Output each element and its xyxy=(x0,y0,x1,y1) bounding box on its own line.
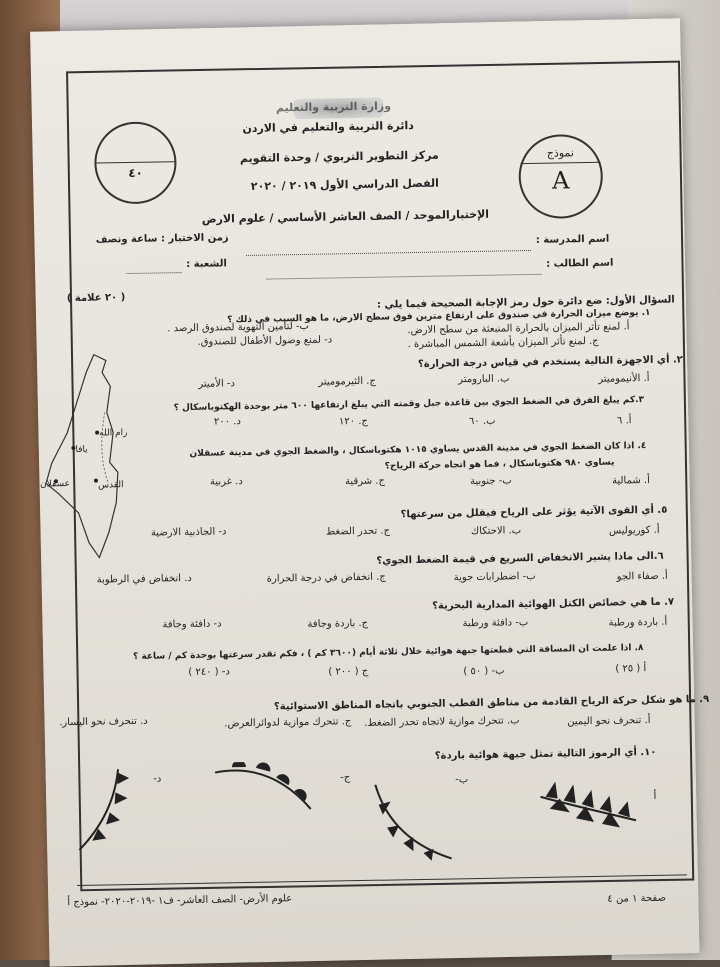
option-c[interactable]: ج. باردة وجافة xyxy=(307,617,369,630)
option-b[interactable]: ب. ٦٠ xyxy=(468,415,496,428)
student-label: اسم الطالب : xyxy=(546,257,614,270)
question-stem: ٧. ما هي خصائص الكتل الهوائية المدارية البحرية؟ xyxy=(432,596,675,612)
map-city-jerusalem: القدس xyxy=(97,480,124,491)
score-circle-divider xyxy=(96,161,174,163)
map-city-jaffa: يافا xyxy=(75,444,88,455)
front-symbol-triangles-d[interactable] xyxy=(73,764,145,855)
exam-time: زمن الاختبار : ساعة ونصف xyxy=(95,232,229,246)
option-a[interactable]: أ. باردة ورطبة xyxy=(608,616,668,629)
footer-title: علوم الأرض- الصف العاشر- ف١ -٢٠١٩-٢٠٢٠- نموذج أ xyxy=(67,893,293,909)
score-circle xyxy=(94,121,177,204)
option-b[interactable]: ب. الاحتكاك xyxy=(470,525,522,538)
option-c[interactable]: ج. انخفاض في درجة الحرارة xyxy=(266,571,386,585)
option-a-label: أ xyxy=(653,790,657,802)
q1-title: السؤال الأول: ضع دائرة حول رمز الإجابة الصحيحة فيما يلي : xyxy=(376,294,675,311)
option-c-label: ج- xyxy=(340,772,351,784)
option-a[interactable]: أ. شمالية xyxy=(611,474,650,487)
front-symbol-semicircles-c[interactable] xyxy=(210,761,321,823)
option-d-label: د- xyxy=(153,773,162,785)
question-stem: ٨. اذا علمت ان المسافة التي قطعتها جبهة هوائية خلال ثلاثة أيام (٣٦٠٠ كم ) ، فكم تقدر سرعتها بوحدة كم / ساعة ؟ xyxy=(132,643,644,662)
option-a[interactable]: أ. ٦ xyxy=(616,415,632,427)
option-c[interactable]: ج. لمنع تأثر الميزان بأشعة الشمس المباشرة . xyxy=(407,335,599,351)
option-b[interactable]: ب- لتأمين التهوية لصندوق الرصد . xyxy=(167,320,310,335)
ministry-name: وزارة التربية والتعليم xyxy=(275,99,392,115)
option-a[interactable]: أ. الأنيموميتر xyxy=(598,372,650,385)
exam-title: الإختبارالموحد / الصف العاشر الأساسي / علوم الارض xyxy=(201,207,490,226)
question-stem: ١٠. أي الرموز التالية تمثل جبهة هوائية باردة؟ xyxy=(434,746,657,762)
palestine-map xyxy=(36,352,140,564)
option-d[interactable]: د- الأميتر xyxy=(198,378,236,390)
footer-divider xyxy=(77,874,687,886)
option-c[interactable]: ج. شرقية xyxy=(344,475,385,488)
student-field[interactable] xyxy=(266,273,541,280)
question-stem: ٣.كم يبلغ الفرق في الضغط الجوي بين قاعدة جبل وقمته التي يبلغ ارتفاعها ٦٠٠ متر بوحدة الهكتوباسكال ؟ xyxy=(173,395,645,414)
option-c[interactable]: ج ( ٢٠٠ ) xyxy=(328,665,369,678)
school-field[interactable] xyxy=(246,249,531,256)
semester: الفصل الدراسي الأول ٢٠١٩ / ٢٠٢٠ xyxy=(250,176,439,193)
score-total: ٤٠ xyxy=(128,165,144,180)
option-d[interactable]: د. غربية xyxy=(209,476,243,488)
model-circle xyxy=(518,134,603,219)
front-symbol-triangles-a[interactable] xyxy=(535,775,646,847)
question-stem: ٢. أي الاجهزة التالية يستخدم في قياس درجة الحرارة؟ xyxy=(417,354,683,370)
school-label: اسم المدرسة : xyxy=(535,233,610,246)
question-stem: ٥. أي القوى الآتية يؤثر على الرياح فيقلل من سرعتها؟ xyxy=(400,504,668,521)
question-stem: ١. يوضع ميزان الحرارة في صندوق على ارتفاع مترين فوق سطح الارض، ما هو السبب في ذلك ؟ xyxy=(227,307,651,326)
question-stem: ٩. ما هو شكل حركة الرياح القادمة من مناطق القطب الجنوبي باتجاه المناطق الاستوائية؟ xyxy=(273,693,710,713)
section-field[interactable] xyxy=(126,271,181,274)
option-d[interactable]: د- الجاذبية الارضية xyxy=(150,526,227,539)
option-a[interactable]: أ. كوريوليس xyxy=(608,524,660,537)
question-stem: ٦.الى ماذا يشير الانخفاض السريع في قيمة الضغط الجوي؟ xyxy=(376,550,664,567)
directorate-name: دائرة التربية والتعليم في الاردن xyxy=(242,119,414,135)
center-name: مركز التطوير التربوي / وحدة التقويم xyxy=(239,148,439,166)
option-c[interactable]: ج. الثيرموميتر xyxy=(318,375,376,388)
map-city-ramallah: رام الله xyxy=(99,428,128,439)
option-b-label: ب- xyxy=(455,774,469,786)
option-c[interactable]: ج. ١٢٠ xyxy=(338,415,369,428)
option-b[interactable]: ب- ( ٥٠ ) xyxy=(463,665,505,678)
option-d[interactable]: د. ٢٠٠ xyxy=(213,416,241,428)
option-d[interactable]: د- لمنع وصول الأطفال للصندوق. xyxy=(197,334,333,348)
front-symbol-curved-triangles-b[interactable] xyxy=(370,778,462,870)
option-a[interactable]: أ. صفاء الجو xyxy=(616,570,668,583)
model-value: A xyxy=(551,166,570,195)
option-b[interactable]: ب- اضطرابات جوية xyxy=(453,570,536,584)
option-d[interactable]: د. تنحرف نحو اليسار. xyxy=(59,715,148,729)
q1-marks: ( ٢٠ علامة ) xyxy=(66,292,126,305)
question-stem: ٤. اذا كان الضغط الجوي في مدينة القدس يساوي ١٠١٥ هكتوباسكال ، والضغط الجوي في مدينة عسقلان xyxy=(189,440,647,459)
option-a[interactable]: أ. لمنع تأثر الميزان بالحرارة المنبعثة من سطح الارض. xyxy=(407,321,630,337)
option-b[interactable]: ب- جنوبية xyxy=(469,475,512,488)
option-b[interactable]: ب- دافئة ورطبة xyxy=(462,617,529,630)
map-city-ashkelon: عسقلان xyxy=(39,479,71,490)
model-label: نموذج xyxy=(546,146,574,160)
option-d[interactable]: د- ( ٢٤٠ ) xyxy=(188,666,230,679)
question-stem-continued: يساوي ٩٨٠ هكتوباسكال ، فما هو اتجاه حركة الرياح؟ xyxy=(384,457,615,472)
option-b[interactable]: ب. البارومتر xyxy=(458,373,510,386)
option-d[interactable]: د. انخفاض في الرطوبة xyxy=(96,572,192,586)
option-a[interactable]: أ ( ٢٥ ) xyxy=(615,663,647,675)
option-b[interactable]: ب. تتحرك موازية لاتجاه تحدر الضغط. xyxy=(364,715,520,729)
option-a[interactable]: أ. تنحرف نحو اليمين xyxy=(567,714,651,728)
model-circle-divider xyxy=(520,162,600,164)
option-c[interactable]: ج. تحدر الضغط xyxy=(325,525,391,538)
footer-page: صفحة ١ من ٤ xyxy=(607,892,667,905)
option-c[interactable]: ج. تتحرك موازية لدوائرالعرض. xyxy=(224,716,352,730)
section-label: الشعبة : xyxy=(186,258,227,270)
option-d[interactable]: د- دافئة وجافة xyxy=(162,618,222,631)
